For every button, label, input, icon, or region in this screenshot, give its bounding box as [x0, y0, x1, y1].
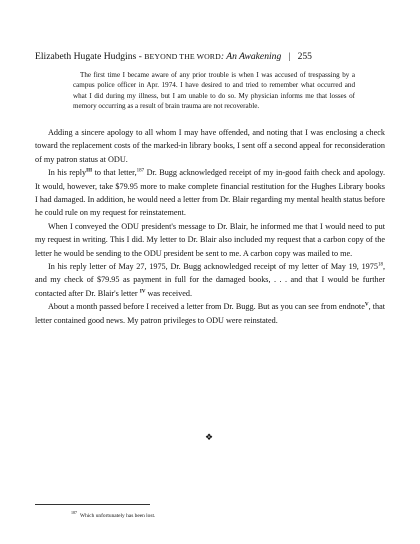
- header-subtitle: : An Awakening: [220, 51, 282, 62]
- paragraph-5-part-a: About a month passed before I received a letter from Dr. Bugg. But as you can see from endnote: [48, 302, 365, 312]
- body-text: [35, 126, 385, 327]
- block-quote: [73, 70, 355, 112]
- endnote-ref-v[interactable]: V: [364, 301, 369, 308]
- header-author: Elizabeth Hugate Hudgins -: [35, 51, 142, 62]
- running-header: [35, 51, 312, 62]
- endnote-ref-18[interactable]: 18: [377, 262, 383, 268]
- footnote: [71, 510, 156, 519]
- block-quote-text: The first time I became aware of any prior trouble is when I was accused of trespassing by a campus police officer in Apr. 1974. I have desired to and tried to remember what occurred and what I did during my illness, but I am unable to do so. My physician informs me that losses of memory occurring as a result of brain trauma are not recoverable.: [73, 71, 355, 111]
- paragraph-4: [35, 260, 385, 300]
- paragraph-2-part-a: In his reply: [48, 168, 87, 178]
- paragraph-4-part-b: , and my check of $79.95 as payment in full for the damaged books, . . . and that I would be further contacted after Dr. Blair's letter: [35, 262, 385, 298]
- paragraph-2: [35, 166, 385, 220]
- footnote-text: Which unfortunately has been lost.: [80, 513, 156, 519]
- footnote-ref-187[interactable]: 187: [136, 168, 145, 174]
- paragraph-5-part-b: , that letter contained good news. My patron privileges to ODU were reinstated.: [35, 302, 386, 325]
- paragraph-4-part-c: was received.: [145, 288, 193, 298]
- paragraph-4-part-a: In his reply letter of May 27, 1975, Dr. Bugg acknowledged receipt of my letter of May 19, 1975: [48, 262, 378, 272]
- footnote-divider: [35, 504, 150, 505]
- paragraph-5: [35, 300, 385, 327]
- footnote-number: 187: [71, 510, 77, 516]
- paragraph-1: Adding a sincere apology to all whom I may have offended, and noting that I was enclosing a check toward the replacement costs of the marked-in library books, I sent off a second appeal for reconsideration of my patron status at ODU.: [35, 128, 385, 164]
- endnote-ref-iii[interactable]: III: [86, 167, 93, 174]
- paragraph-2-part-b: to that letter,: [92, 168, 137, 178]
- endnote-ref-iv[interactable]: IV: [139, 288, 146, 295]
- header-book-title: BEYOND THE WORD: [144, 52, 221, 61]
- page-number: 255: [297, 51, 312, 62]
- header-separator: |: [288, 51, 291, 62]
- paragraph-3: When I conveyed the ODU president's message to Dr. Blair, he informed me that I would need to put my request in writing. This I did. My letter to Dr. Blair also included my request that a carbon copy of the letter he would be sending to the ODU president be sent to me. A carbon copy was mailed to me.: [35, 221, 385, 258]
- section-ornament-icon: ❖: [205, 432, 214, 442]
- paragraph-2-part-c: Dr. Bugg acknowledged receipt of my in-good faith check and apology. It would, however, take $79.95 more to make complete financial restitution for the Hughes Library books I had damaged. In addition, he would need a letter from Dr. Blair regarding my mental health status before he could rule on my request for reinstatement.: [35, 168, 386, 218]
